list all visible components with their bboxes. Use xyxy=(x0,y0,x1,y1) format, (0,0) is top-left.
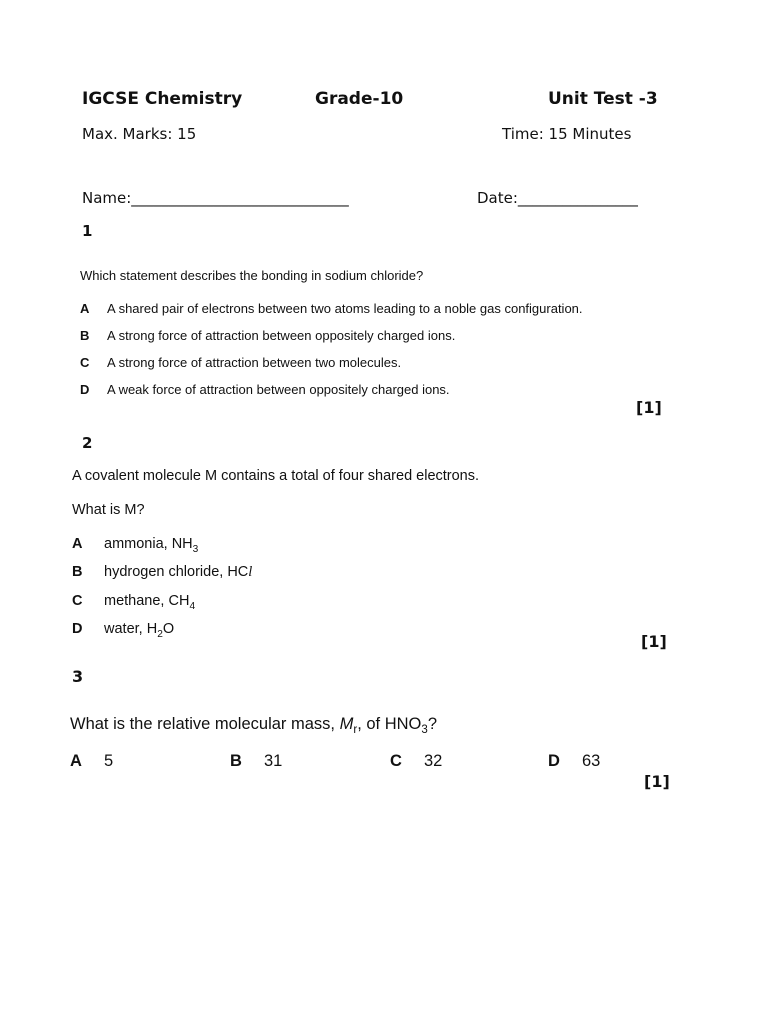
question-number-2: 2 xyxy=(82,434,93,452)
question-3-stem: What is the relative molecular mass, $M_r$, of $HNO_3$? xyxy=(70,715,437,736)
question-1-option-a xyxy=(80,301,583,316)
max-marks: Max. Marks: 15 xyxy=(82,125,197,143)
question-1-mark: [1] xyxy=(636,398,662,417)
test-title: Unit Test -3 xyxy=(548,89,658,109)
question-2-option-d xyxy=(72,621,175,640)
name-field: Name:_____________________________ xyxy=(82,189,349,207)
option-letter: A xyxy=(70,752,82,770)
option-letter: D xyxy=(72,621,83,637)
question-2-stem: A covalent molecule M contains a total of four shared electrons. xyxy=(72,468,480,484)
option-text: methane, $CH_4$ xyxy=(104,593,196,612)
date-field: Date:________________ xyxy=(477,189,638,207)
option-text: 32 xyxy=(424,752,443,770)
option-letter: A xyxy=(80,301,90,316)
question-2-mark: [1] xyxy=(641,632,667,651)
option-text: A strong force of attraction between oppositely charged ions. xyxy=(107,328,456,343)
question-1-option-c xyxy=(80,355,401,370)
time-limit: Time: 15 Minutes xyxy=(502,125,632,143)
question-2-option-a xyxy=(72,536,199,555)
question-3-mark: [1] xyxy=(644,772,670,791)
question-3-option-a xyxy=(70,752,113,771)
question-3-option-b xyxy=(230,752,282,771)
question-1-option-d xyxy=(80,382,450,397)
option-letter: D xyxy=(548,752,560,770)
option-text: 63 xyxy=(582,752,601,770)
option-letter: D xyxy=(80,382,90,397)
option-text: hydrogen chloride, HCl xyxy=(104,564,253,580)
option-text: A strong force of attraction between two molecules. xyxy=(107,355,402,370)
grade-title: Grade-10 xyxy=(315,89,404,109)
option-text: ammonia, $NH_3$ xyxy=(104,536,199,555)
option-letter: A xyxy=(72,536,83,552)
subject-title: IGCSE Chemistry xyxy=(82,89,243,109)
option-text: A weak force of attraction between oppositely charged ions. xyxy=(107,382,450,397)
question-2-question: What is M? xyxy=(72,502,145,518)
question-1-option-b xyxy=(80,328,455,343)
option-text: water, $H_2O$ xyxy=(104,621,175,640)
question-number-3: 3 xyxy=(72,667,84,686)
option-letter: C xyxy=(72,593,83,609)
option-text: A shared pair of electrons between two atoms leading to a noble gas configuration. xyxy=(107,301,583,316)
option-text: 5 xyxy=(104,752,114,770)
option-letter: B xyxy=(80,328,90,343)
question-2-option-b xyxy=(72,564,252,581)
option-letter: C xyxy=(80,355,90,370)
option-letter: B xyxy=(72,564,83,580)
question-number-1: 1 xyxy=(82,222,93,240)
question-3-option-d xyxy=(548,752,600,771)
question-3-option-c xyxy=(390,752,442,771)
option-letter: B xyxy=(230,752,242,770)
option-text: 31 xyxy=(264,752,283,770)
question-2-option-c xyxy=(72,593,196,612)
question-1-stem: Which statement describes the bonding in sodium chloride? xyxy=(80,268,424,283)
option-letter: C xyxy=(390,752,402,770)
